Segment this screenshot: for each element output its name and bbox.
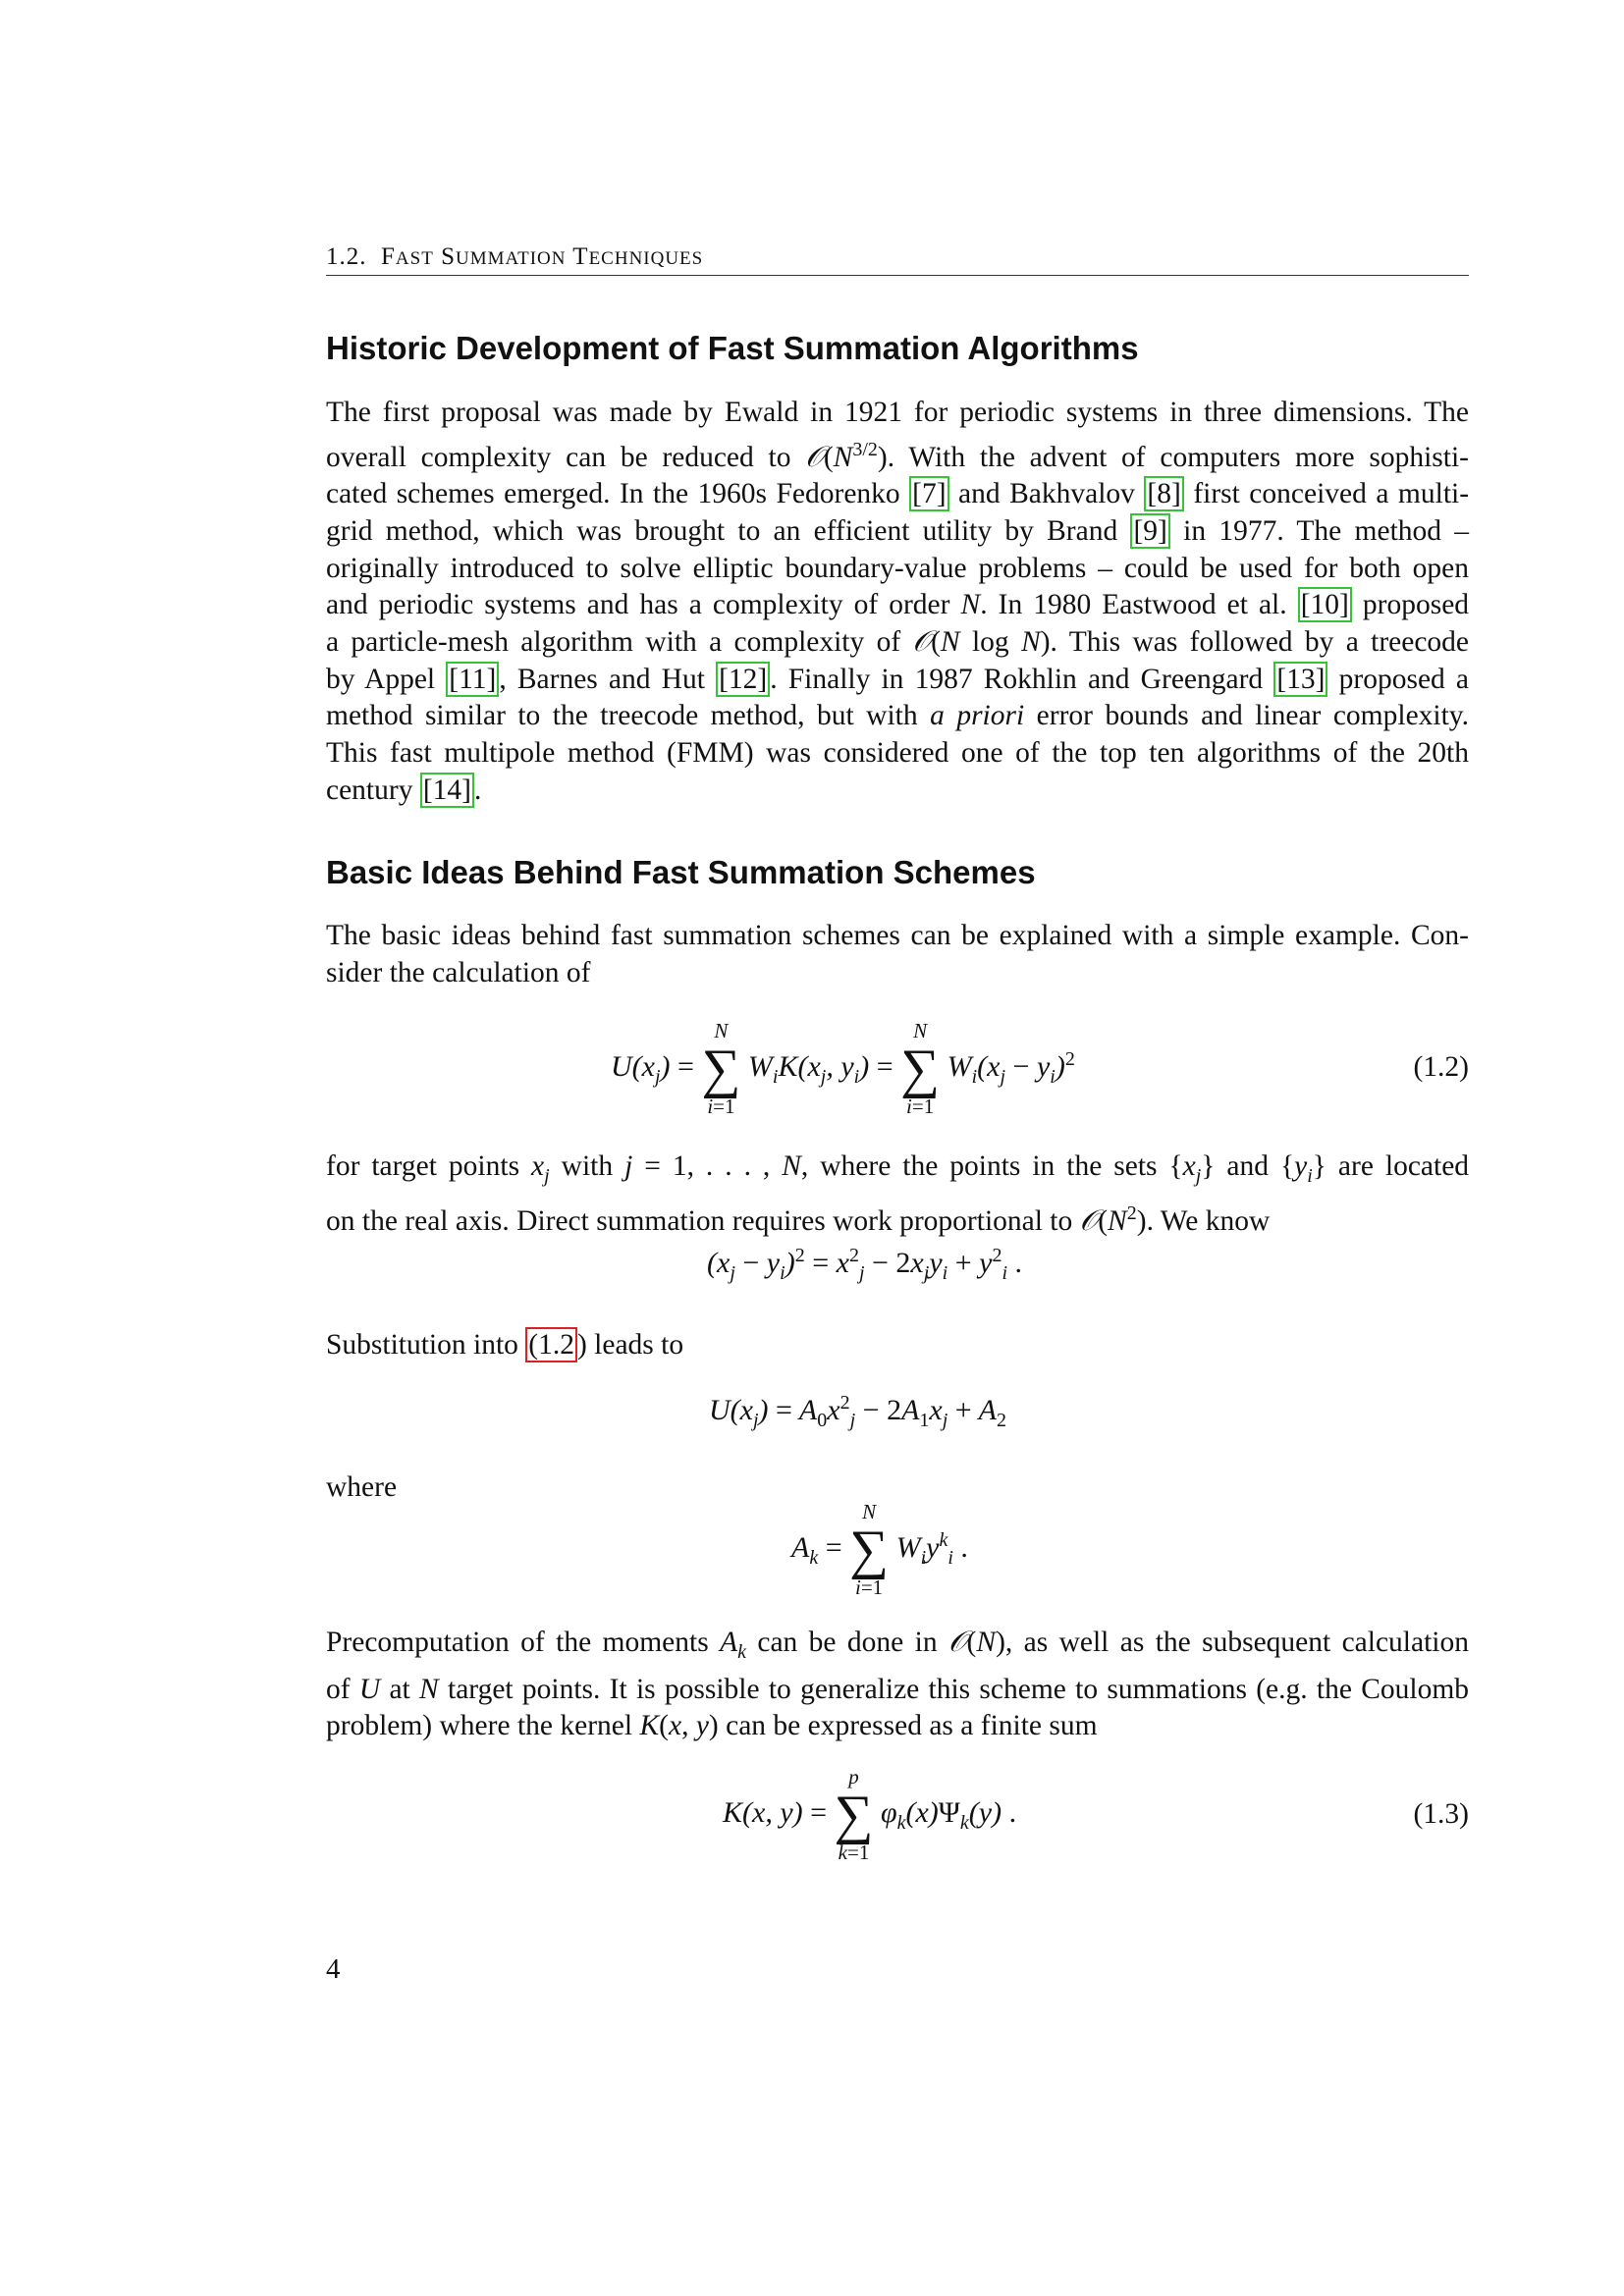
text-line: method similar to the treecode method, but with a priori error bounds and linear complexity. bbox=[326, 700, 1470, 732]
equation-u-moments: $U(x_j) = A_0x^2_j - 2A_1x_j + A_2$ bbox=[709, 1392, 1007, 1431]
sum-operator: N ∑ i=1 bbox=[849, 1500, 890, 1599]
citation-link[interactable]: [11] bbox=[446, 662, 499, 697]
text-line: grid method, which was brought to an efficient utility by Brand [9] in 1977. The method – bbox=[326, 514, 1470, 547]
text-line: a particle-mesh algorithm with a complexity of 𝒪(N log N). This was followed by a treecode bbox=[326, 626, 1470, 659]
paragraph-historic bbox=[326, 395, 1469, 810]
equation-moments-def: $A_k$ = N ∑ i=1 $W_iy^k_i$ . bbox=[791, 1500, 968, 1599]
text-line: Precomputation of the moments $A_k$ can be done in 𝒪(N), as well as the subsequent calculation bbox=[326, 1627, 1469, 1663]
sum-operator: p ∑ k=1 bbox=[834, 1765, 874, 1864]
equation-number: (1.2) bbox=[1413, 1051, 1469, 1083]
section-title: FAST SUMMATION TECHNIQUES bbox=[381, 243, 704, 270]
citation-link[interactable]: [14] bbox=[420, 773, 474, 808]
text-line: sider the calculation of bbox=[326, 956, 591, 988]
text-line: The basic ideas behind fast summation schemes can be explained with a simple example. Con- bbox=[326, 920, 1469, 951]
citation-link[interactable]: [7] bbox=[909, 476, 948, 511]
sum-operator: N ∑ i=1 bbox=[701, 1019, 741, 1118]
section-heading-historic: Historic Development of Fast Summation Algorithms bbox=[326, 330, 1139, 366]
text-line: The first proposal was made by Ewald in 1921 for periodic systems in three dimensions. The bbox=[326, 397, 1469, 428]
equation-number: (1.3) bbox=[1413, 1798, 1469, 1830]
equation-square-expansion: $(x_j - y_i)^2 = x^2_j - 2x_jy_i + y^2_i$ . bbox=[707, 1245, 1023, 1284]
text-line: problem) where the kernel K(x, y) can be expressed as a finite sum bbox=[326, 1710, 1098, 1742]
text-line: century [14] . bbox=[326, 774, 482, 806]
citation-link[interactable]: [12] bbox=[716, 662, 770, 697]
text-line: Substitution into (1.2 ) leads to bbox=[326, 1329, 684, 1361]
equation-1-3: K(x, y) = p ∑ k=1 $\varphi_k(x)\Psi_k(y)$ . bbox=[723, 1765, 1017, 1864]
running-head bbox=[326, 243, 1469, 276]
section-heading-basic-ideas: Basic Ideas Behind Fast Summation Schemes bbox=[326, 854, 1036, 890]
equation-1-2: $U(x_j)$ = N ∑ i=1 $W_iK(x_j$, $y_i$) = N ∑ i=1 $W_i(x_j - y_i)^2$ bbox=[611, 1019, 1075, 1118]
text-line: originally introduced to solve elliptic boundary-value problems – could be used for both open bbox=[326, 552, 1469, 584]
paragraph-intro bbox=[326, 918, 1469, 991]
text-line: This fast multipole method (FMM) was considered one of the top ten algorithms of the 20th bbox=[326, 737, 1469, 770]
sum-operator: N ∑ i=1 bbox=[900, 1019, 941, 1118]
section-number: 1.2. bbox=[326, 243, 367, 270]
citation-link[interactable]: [13] bbox=[1273, 662, 1327, 697]
text-line: overall complexity can be reduced to $𝒪(N^{3/2})$. With the advent of computers more sophisti- bbox=[326, 438, 1470, 473]
page-number: 4 bbox=[326, 1953, 341, 1985]
citation-link[interactable]: [8] bbox=[1144, 476, 1183, 511]
text-line: where bbox=[326, 1471, 398, 1503]
text-line: for target points $x_j$ with j = 1, . . . , N, where the points in the sets $\{x_j\}$ and $\{y_i\}$ are located bbox=[326, 1150, 1470, 1187]
text-line: of U at N target points. It is possible to generalize this scheme to summations (e.g. the Coulomb bbox=[326, 1673, 1470, 1705]
text-line: by Appel [11] , Barnes and Hut [12] . Finally in 1987 Rokhlin and Greengard [13] proposed a bbox=[326, 663, 1470, 695]
paragraph-precomputation bbox=[326, 1625, 1469, 1745]
citation-link[interactable]: [10] bbox=[1298, 587, 1352, 622]
text-line: and periodic systems and has a complexity of order N. In 1980 Eastwood et al. [10] proposed bbox=[326, 589, 1470, 621]
paragraph-after-eq12 bbox=[326, 1148, 1469, 1240]
text-line: cated schemes emerged. In the 1960s Fedorenko [7] and Bakhvalov [8] first conceived a multi- bbox=[326, 478, 1470, 510]
text-line: on the real axis. Direct summation requires work proportional to $𝒪(N^2)$. We know bbox=[326, 1201, 1271, 1237]
equation-reference-link[interactable]: (1.2 bbox=[525, 1327, 577, 1362]
citation-link[interactable]: [9] bbox=[1130, 513, 1169, 549]
paragraph-substitution bbox=[326, 1327, 1469, 1364]
